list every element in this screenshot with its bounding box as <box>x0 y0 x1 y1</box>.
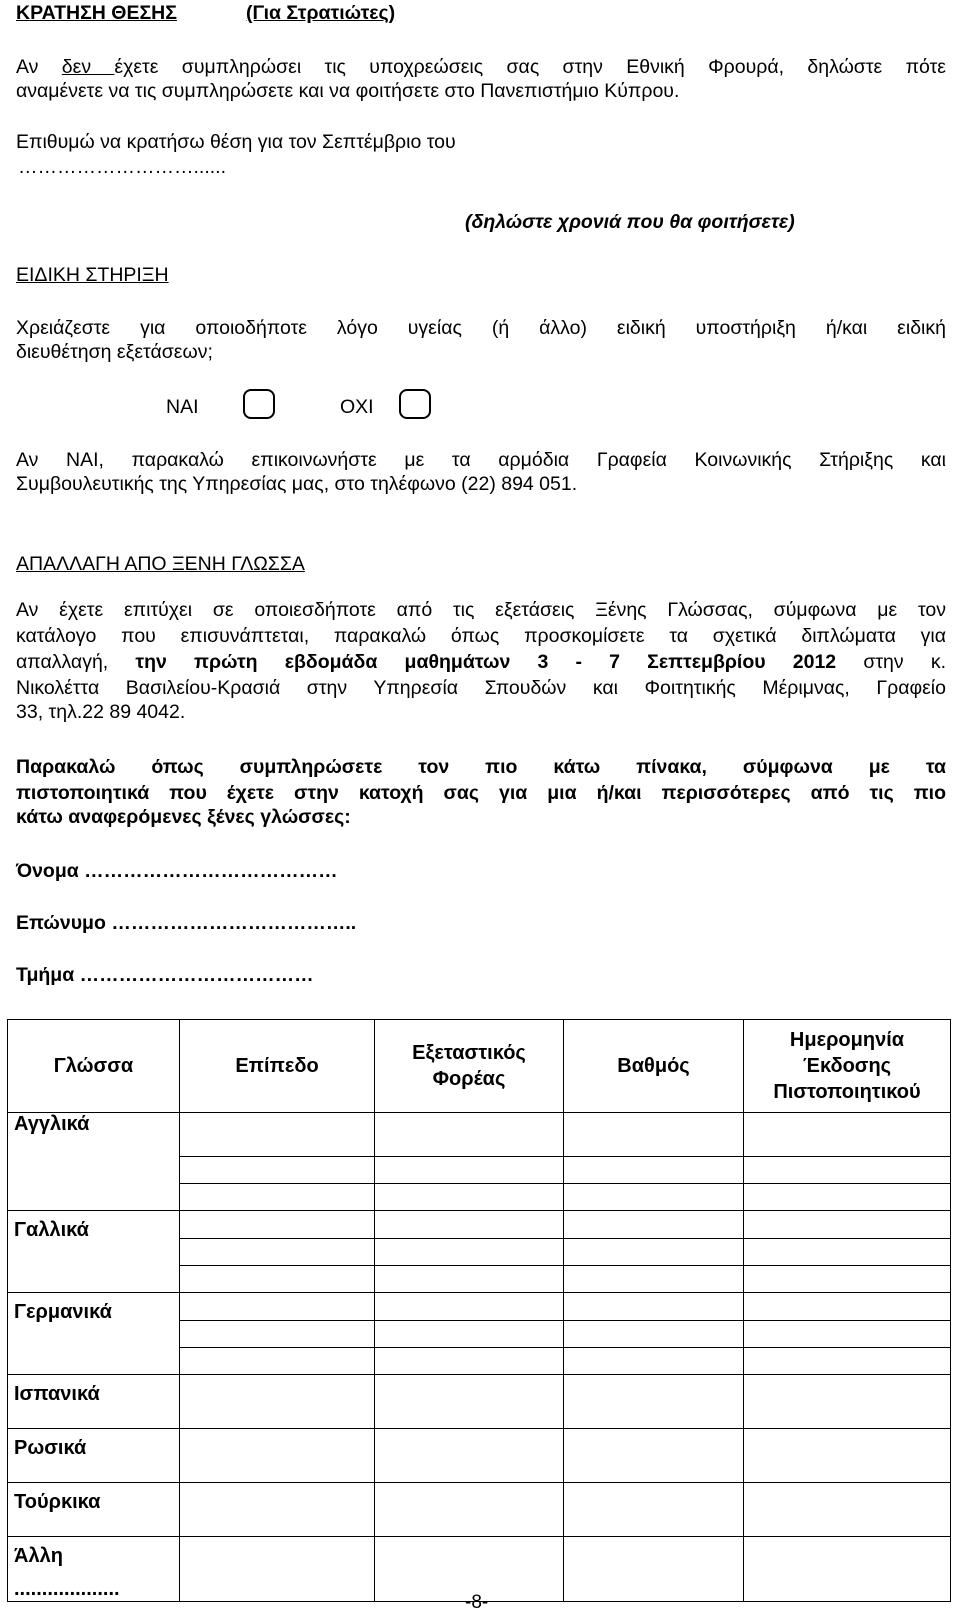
table-cell[interactable] <box>375 1321 564 1348</box>
row-label-other: Άλλη ................... <box>8 1537 180 1602</box>
table-cell[interactable] <box>375 1113 564 1157</box>
table-cell[interactable] <box>564 1293 744 1321</box>
table-cell[interactable] <box>180 1483 375 1537</box>
table-cell[interactable] <box>180 1184 375 1211</box>
support-question-line-2: διευθέτηση εξετάσεων; <box>16 341 213 363</box>
table-cell[interactable] <box>744 1375 951 1429</box>
row-label-turkish: Τούρκικα <box>8 1483 180 1537</box>
table-cell[interactable] <box>744 1293 951 1321</box>
language-paragraph-line-2: κατάλογο που επισυνάπτεται, παρακαλώ όπως προσκομίσετε τα σχετικά διπλώματα για <box>16 625 946 647</box>
table-cell[interactable] <box>744 1483 951 1537</box>
table-row-spanish <box>8 1375 951 1429</box>
table-cell[interactable] <box>564 1429 744 1483</box>
no-checkbox[interactable] <box>399 389 431 419</box>
table-cell[interactable] <box>744 1429 951 1483</box>
row-label-russian: Ρωσικά <box>8 1429 180 1483</box>
support-heading: ΕΙΔΙΚΗ ΣΤΗΡΙΞΗ <box>16 264 169 286</box>
table-cell[interactable] <box>180 1429 375 1483</box>
page-number: -8- <box>465 1592 489 1613</box>
table-cell[interactable] <box>180 1211 375 1239</box>
table-row-english <box>8 1113 951 1157</box>
table-cell[interactable] <box>744 1184 951 1211</box>
language-paragraph-line-4: Νικολέττα Βασιλείου-Κρασιά στην Υπηρεσία Σπουδών και Φοιτητικής Μέριμνας, Γραφείο <box>16 677 946 699</box>
table-cell[interactable] <box>375 1266 564 1293</box>
no-label: ΟΧΙ <box>340 396 374 418</box>
table-cell[interactable] <box>375 1348 564 1375</box>
table-cell[interactable] <box>180 1375 375 1429</box>
table-cell[interactable] <box>564 1321 744 1348</box>
form-subtitle: (Για Στρατιώτες) <box>246 2 396 24</box>
table-cell[interactable] <box>375 1429 564 1483</box>
table-cell[interactable] <box>744 1266 951 1293</box>
table-cell[interactable] <box>180 1321 375 1348</box>
table-cell[interactable] <box>375 1157 564 1184</box>
instruction-line-3: κάτω αναφερόμενες ξένες γλώσσες: <box>16 806 351 828</box>
table-row-turkish <box>8 1483 951 1537</box>
instruction-line-1: Παρακαλώ όπως συμπληρώσετε τον πιο κάτω πίνακα, σύμφωνα με τα <box>16 756 946 778</box>
department-field[interactable]: Τμήμα ……………………………… <box>16 964 314 986</box>
support-contact-line-1: Αν ΝΑΙ, παρακαλώ επικοινωνήστε με τα αρμόδια Γραφεία Κοινωνικής Στήριξης και <box>16 449 946 471</box>
row-label-german: Γερμανικά <box>8 1293 180 1375</box>
table-cell[interactable] <box>180 1266 375 1293</box>
table-cell[interactable] <box>180 1293 375 1321</box>
header-issue-date: Ημερομηνία Έκδοσης Πιστοποιητικού <box>744 1020 951 1113</box>
table-cell[interactable] <box>375 1483 564 1537</box>
table-cell[interactable] <box>375 1375 564 1429</box>
table-cell[interactable] <box>375 1293 564 1321</box>
reservation-hint: (δηλώστε χρονιά που θα φοιτήσετε) <box>465 211 795 233</box>
language-certificates-table <box>7 1019 951 1602</box>
table-cell[interactable] <box>180 1537 375 1602</box>
table-cell[interactable] <box>375 1184 564 1211</box>
table-cell[interactable] <box>744 1348 951 1375</box>
intro-line-2: αναμένετε να τις συμπληρώσετε και να φοιτήσετε στο Πανεπιστήμιο Κύπρου. <box>16 80 680 102</box>
language-heading: ΑΠΑΛΛΑΓΗ ΑΠΟ ΞΕΝΗ ΓΛΩΣΣΑ <box>16 553 305 575</box>
table-header-row <box>8 1020 951 1113</box>
intro-line-1: Αν δεν έχετε συμπληρώσει τις υποχρεώσεις σας στην Εθνική Φρουρά, δηλώστε πότε <box>16 56 947 78</box>
table-cell[interactable] <box>564 1184 744 1211</box>
table-cell[interactable] <box>564 1375 744 1429</box>
surname-field[interactable]: Επώνυμο ……………………………….. <box>16 912 357 934</box>
table-cell[interactable] <box>564 1537 744 1602</box>
table-cell[interactable] <box>564 1266 744 1293</box>
reservation-year-field[interactable]: ………………………...... <box>18 156 227 178</box>
table-cell[interactable] <box>564 1113 744 1157</box>
table-cell[interactable] <box>744 1239 951 1266</box>
table-cell[interactable] <box>375 1211 564 1239</box>
language-paragraph-line-3: απαλλαγή, την πρώτη εβδομάδα μαθημάτων 3 - 7 Σεπτεμβρίου 2012 στην κ. <box>16 651 946 673</box>
row-label-spanish: Ισπανικά <box>8 1375 180 1429</box>
header-exam-body: Εξεταστικός Φορέας <box>375 1020 564 1113</box>
language-paragraph-line-1: Αν έχετε επιτύχει σε οποιεσδήποτε από τις εξετάσεις Ξένης Γλώσσας, σύμφωνα με τον <box>16 599 946 621</box>
table-cell[interactable] <box>180 1239 375 1266</box>
table-cell[interactable] <box>564 1211 744 1239</box>
table-row-russian <box>8 1429 951 1483</box>
other-language-field[interactable]: ................... <box>14 1578 120 1600</box>
table-cell[interactable] <box>564 1157 744 1184</box>
name-field[interactable]: Όνομα ………………………………… <box>16 860 338 882</box>
table-cell[interactable] <box>744 1537 951 1602</box>
row-label-english: Αγγλικά <box>8 1113 180 1211</box>
table-cell[interactable] <box>564 1348 744 1375</box>
header-level: Επίπεδο <box>180 1020 375 1113</box>
table-cell[interactable] <box>564 1483 744 1537</box>
support-question-line-1: Χρειάζεστε για οποιοδήποτε λόγο υγείας (ή άλλο) ειδική υποστήριξη ή/και ειδική <box>16 317 946 339</box>
reservation-line: Επιθυμώ να κρατήσω θέση για τον Σεπτέμβριο του <box>16 131 456 153</box>
table-cell[interactable] <box>744 1157 951 1184</box>
table-cell[interactable] <box>180 1348 375 1375</box>
table-row-french <box>8 1211 951 1239</box>
table-cell[interactable] <box>744 1113 951 1157</box>
table-row-german <box>8 1293 951 1321</box>
row-label-french: Γαλλικά <box>8 1211 180 1293</box>
table-cell[interactable] <box>180 1113 375 1157</box>
header-grade: Βαθμός <box>564 1020 744 1113</box>
table-cell[interactable] <box>375 1239 564 1266</box>
instruction-line-2: πιστοποιητικά που έχετε στην κατοχή σας για μια ή/και περισσότερες από τις πιο <box>16 782 946 804</box>
language-paragraph-line-5: 33, τηλ.22 89 4042. <box>16 701 186 723</box>
header-language: Γλώσσα <box>8 1020 180 1113</box>
table-cell[interactable] <box>180 1157 375 1184</box>
support-contact-line-2: Συμβουλευτικής της Υπηρεσίας μας, στο τηλέφωνο (22) 894 051. <box>16 473 578 495</box>
yes-label: ΝΑΙ <box>166 396 199 418</box>
table-cell[interactable] <box>744 1211 951 1239</box>
form-title: ΚΡΑΤΗΣΗ ΘΕΣΗΣ <box>16 2 177 24</box>
table-cell[interactable] <box>564 1239 744 1266</box>
table-cell[interactable] <box>744 1321 951 1348</box>
yes-checkbox[interactable] <box>243 389 275 419</box>
